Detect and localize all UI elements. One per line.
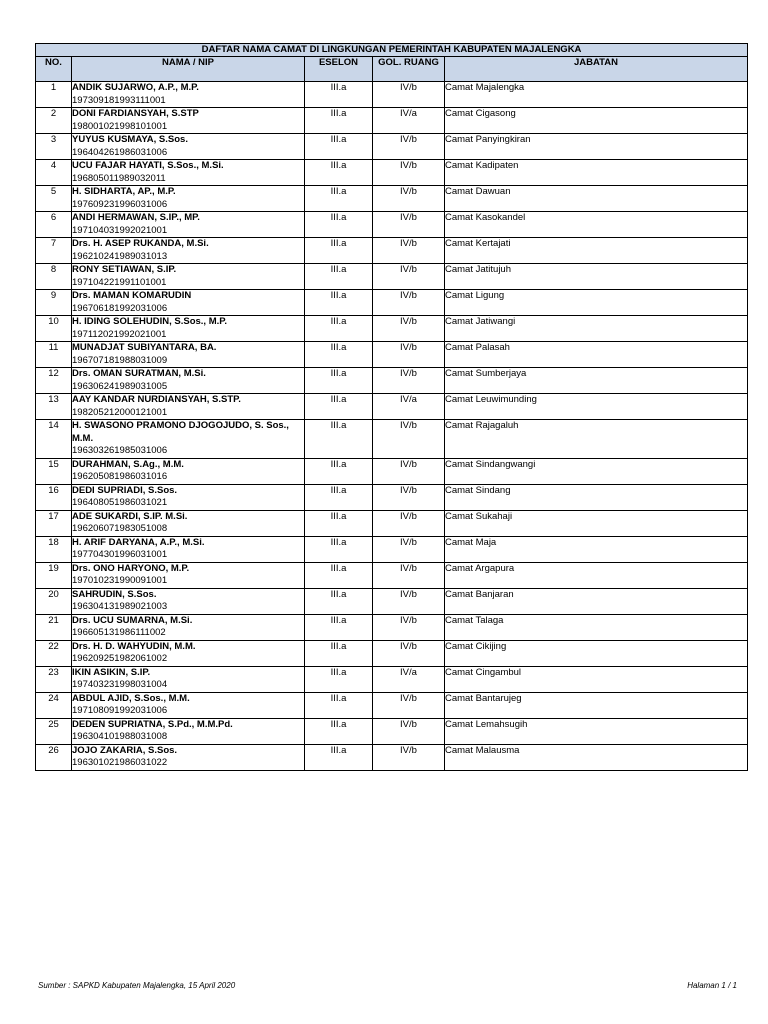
cell-nip: 196805011989032011 — [72, 172, 166, 184]
cell-eselon: III.a — [305, 238, 373, 264]
cell-nama: Drs. ONO HARYONO, M.P. — [72, 562, 190, 574]
cell-nama: H. SIDHARTA, AP., M.P. — [72, 186, 176, 197]
cell-no: 21 — [36, 614, 72, 640]
cell-no: 1 — [36, 82, 72, 108]
cell-jabatan: Camat Panyingkiran — [445, 134, 748, 160]
cell-nama-nip — [72, 692, 305, 718]
cell-gol: IV/b — [373, 212, 445, 238]
cell-nip: 196707181988031009 — [72, 354, 168, 366]
table-row — [36, 212, 748, 238]
cell-nip: 196205081986031016 — [72, 471, 168, 482]
table-row — [36, 640, 748, 666]
header-eselon: ESELON — [305, 57, 373, 82]
cell-jabatan: Camat Dawuan — [445, 186, 748, 212]
cell-eselon: III.a — [305, 614, 373, 640]
cell-gol: IV/b — [373, 238, 445, 264]
cell-gol: IV/b — [373, 614, 445, 640]
cell-jabatan: Camat Jatiwangi — [445, 316, 748, 342]
cell-no: 10 — [36, 316, 72, 342]
cell-gol: IV/b — [373, 692, 445, 718]
cell-nip: 197704301996031001 — [72, 549, 168, 560]
cell-jabatan: Camat Banjaran — [445, 588, 748, 614]
cell-nama-nip — [72, 160, 305, 186]
cell-jabatan: Camat Kasokandel — [445, 212, 748, 238]
cell-eselon: III.a — [305, 160, 373, 186]
cell-nama-nip — [72, 718, 305, 744]
cell-nama-nip — [72, 316, 305, 342]
cell-nama: DONI FARDIANSYAH, S.STP — [72, 108, 199, 119]
cell-nip: 196408051986031021 — [72, 497, 168, 508]
cell-nip: 196303261985031006 — [72, 445, 168, 456]
cell-nama-nip — [72, 108, 305, 134]
cell-nama-nip — [72, 212, 305, 238]
cell-nama: ABDUL AJID, S.Sos., M.M. — [72, 692, 190, 704]
cell-gol: IV/b — [373, 134, 445, 160]
table-row — [36, 394, 748, 420]
cell-jabatan: Camat Kadipaten — [445, 160, 748, 186]
cell-jabatan: Camat Talaga — [445, 614, 748, 640]
cell-nip: 196404261986031006 — [72, 146, 168, 158]
table-row — [36, 484, 748, 510]
table-row — [36, 368, 748, 394]
cell-jabatan: Camat Jatitujuh — [445, 264, 748, 290]
cell-gol: IV/b — [373, 458, 445, 484]
cell-nip: 196210241989031013 — [72, 250, 168, 262]
cell-no: 25 — [36, 718, 72, 744]
cell-eselon: III.a — [305, 718, 373, 744]
cell-gol: IV/a — [373, 394, 445, 420]
table-row — [36, 420, 748, 459]
cell-gol: IV/b — [373, 718, 445, 744]
header-jabatan: JABATAN — [445, 57, 748, 82]
cell-nip: 196301021986031022 — [72, 757, 168, 768]
table-row — [36, 458, 748, 484]
cell-gol: IV/b — [373, 368, 445, 394]
cell-nip: 197104031992021001 — [72, 224, 168, 236]
cell-nip: 197108091992031006 — [72, 705, 168, 716]
table-row — [36, 290, 748, 316]
camat-table — [35, 43, 748, 771]
table-row — [36, 744, 748, 770]
cell-eselon: III.a — [305, 368, 373, 394]
cell-jabatan: Camat Maja — [445, 536, 748, 562]
table-row — [36, 316, 748, 342]
cell-nama-nip — [72, 368, 305, 394]
cell-no: 20 — [36, 588, 72, 614]
cell-no: 17 — [36, 510, 72, 536]
cell-nama-nip — [72, 394, 305, 420]
cell-no: 8 — [36, 264, 72, 290]
cell-nama: DEDI SUPRIADI, S.Sos. — [72, 484, 178, 496]
cell-no: 24 — [36, 692, 72, 718]
cell-no: 6 — [36, 212, 72, 238]
cell-eselon: III.a — [305, 562, 373, 588]
cell-nip: 196304131989021003 — [72, 601, 168, 612]
cell-jabatan: Camat Cigasong — [445, 108, 748, 134]
cell-nama-nip — [72, 264, 305, 290]
cell-no: 4 — [36, 160, 72, 186]
table-row — [36, 108, 748, 134]
footer-source: Sumber : SAPKD Kabupaten Majalengka, 15 April 2020 — [38, 981, 236, 990]
cell-gol: IV/b — [373, 588, 445, 614]
table-row — [36, 536, 748, 562]
table-row — [36, 614, 748, 640]
cell-eselon: III.a — [305, 394, 373, 420]
cell-nama-nip — [72, 82, 305, 108]
table-row — [36, 510, 748, 536]
cell-no: 5 — [36, 186, 72, 212]
cell-eselon: III.a — [305, 588, 373, 614]
cell-jabatan: Camat Argapura — [445, 562, 748, 588]
cell-nama-nip — [72, 536, 305, 562]
cell-nama: UCU FAJAR HAYATI, S.Sos., M.Si. — [72, 160, 224, 171]
cell-gol: IV/b — [373, 316, 445, 342]
cell-gol: IV/b — [373, 160, 445, 186]
cell-nama: Drs. H. D. WAHYUDIN, M.M. — [72, 640, 196, 652]
cell-nip: 198001021998101001 — [72, 120, 168, 132]
cell-gol: IV/b — [373, 484, 445, 510]
cell-jabatan: Camat Lemahsugih — [445, 718, 748, 744]
cell-nama: ANDIK SUJARWO, A.P., M.P. — [72, 82, 199, 93]
cell-no: 12 — [36, 368, 72, 394]
cell-nama: H. IDING SOLEHUDIN, S.Sos., M.P. — [72, 316, 228, 327]
cell-nama: DEDEN SUPRIATNA, S.Pd., M.M.Pd. — [72, 718, 233, 730]
cell-eselon: III.a — [305, 108, 373, 134]
cell-jabatan: Camat Rajagaluh — [445, 420, 748, 459]
table-row — [36, 264, 748, 290]
cell-no: 22 — [36, 640, 72, 666]
cell-nama: ADE SUKARDI, S.IP. M.Si. — [72, 510, 188, 522]
cell-nip: 197010231990091001 — [72, 575, 168, 586]
cell-jabatan: Camat Bantarujeg — [445, 692, 748, 718]
header-nama: NAMA / NIP — [72, 57, 305, 82]
cell-eselon: III.a — [305, 484, 373, 510]
cell-nama: Drs. MAMAN KOMARUDIN — [72, 290, 192, 301]
table-row — [36, 718, 748, 744]
table-row — [36, 186, 748, 212]
cell-nip: 196706181992031006 — [72, 302, 168, 314]
cell-nip: 197609231996031006 — [72, 198, 168, 210]
footer-page-number: Halaman 1 / 1 — [687, 981, 737, 990]
cell-no: 15 — [36, 458, 72, 484]
cell-eselon: III.a — [305, 186, 373, 212]
cell-eselon: III.a — [305, 264, 373, 290]
cell-nama: H. ARIF DARYANA, A.P., M.Si. — [72, 536, 205, 548]
cell-jabatan: Camat Sumberjaya — [445, 368, 748, 394]
cell-nama-nip — [72, 420, 305, 459]
cell-jabatan: Camat Palasah — [445, 342, 748, 368]
cell-nama: Drs. OMAN SURATMAN, M.Si. — [72, 368, 206, 379]
cell-jabatan: Camat Ligung — [445, 290, 748, 316]
cell-gol: IV/b — [373, 640, 445, 666]
table-row — [36, 134, 748, 160]
cell-nama-nip — [72, 484, 305, 510]
cell-jabatan: Camat Kertajati — [445, 238, 748, 264]
cell-gol: IV/a — [373, 666, 445, 692]
cell-gol: IV/b — [373, 82, 445, 108]
cell-nama-nip — [72, 562, 305, 588]
cell-no: 2 — [36, 108, 72, 134]
cell-jabatan: Camat Cingambul — [445, 666, 748, 692]
cell-nama-nip — [72, 238, 305, 264]
cell-nama: Drs. UCU SUMARNA, M.Si. — [72, 614, 193, 626]
cell-nip: 197309181993111001 — [72, 94, 166, 106]
cell-nama-nip — [72, 186, 305, 212]
cell-nama: ANDI HERMAWAN, S.IP., MP. — [72, 212, 200, 223]
cell-nip: 197104221991101001 — [72, 276, 167, 288]
cell-nip: 197112021992021001 — [72, 328, 167, 340]
cell-jabatan: Camat Majalengka — [445, 82, 748, 108]
table-row — [36, 562, 748, 588]
cell-gol: IV/b — [373, 562, 445, 588]
cell-jabatan: Camat Sukahaji — [445, 510, 748, 536]
table-title: DAFTAR NAMA CAMAT DI LINGKUNGAN PEMERINTAH KABUPATEN MAJALENGKA — [36, 44, 748, 57]
cell-no: 7 — [36, 238, 72, 264]
table-row — [36, 160, 748, 186]
cell-no: 9 — [36, 290, 72, 316]
cell-nama-nip — [72, 666, 305, 692]
cell-no: 3 — [36, 134, 72, 160]
cell-gol: IV/a — [373, 108, 445, 134]
cell-eselon: III.a — [305, 692, 373, 718]
cell-nip: 196304101988031008 — [72, 731, 168, 742]
cell-no: 19 — [36, 562, 72, 588]
cell-no: 11 — [36, 342, 72, 368]
cell-nama-nip — [72, 342, 305, 368]
cell-eselon: III.a — [305, 134, 373, 160]
cell-nama: JOJO ZAKARIA, S.Sos. — [72, 744, 178, 756]
cell-nama-nip — [72, 640, 305, 666]
cell-nama: AAY KANDAR NURDIANSYAH, S.STP. — [72, 394, 241, 405]
table-row — [36, 342, 748, 368]
table-row — [36, 82, 748, 108]
cell-jabatan: Camat Leuwimunding — [445, 394, 748, 420]
cell-nama: Drs. H. ASEP RUKANDA, M.Si. — [72, 238, 209, 249]
cell-gol: IV/b — [373, 290, 445, 316]
cell-gol: IV/b — [373, 744, 445, 770]
cell-nama-nip — [72, 614, 305, 640]
cell-gol: IV/b — [373, 536, 445, 562]
cell-eselon: III.a — [305, 744, 373, 770]
cell-gol: IV/b — [373, 186, 445, 212]
cell-eselon: III.a — [305, 420, 373, 459]
cell-nama: IKIN ASIKIN, S.IP. — [72, 666, 151, 678]
table-title-row — [36, 44, 748, 57]
table-row — [36, 666, 748, 692]
cell-nip: 198205212000121001 — [72, 406, 168, 418]
cell-nama: RONY SETIAWAN, S.IP. — [72, 264, 177, 275]
table-body — [36, 82, 748, 771]
cell-eselon: III.a — [305, 666, 373, 692]
cell-eselon: III.a — [305, 510, 373, 536]
cell-jabatan: Camat Sindangwangi — [445, 458, 748, 484]
cell-no: 16 — [36, 484, 72, 510]
cell-nama: DURAHMAN, S.Ag., M.M. — [72, 458, 184, 470]
table-row — [36, 692, 748, 718]
cell-no: 13 — [36, 394, 72, 420]
cell-eselon: III.a — [305, 82, 373, 108]
cell-nip: 196605131986111002 — [72, 627, 166, 638]
cell-nama-nip — [72, 290, 305, 316]
header-gol: GOL. RUANG — [373, 57, 445, 82]
cell-eselon: III.a — [305, 342, 373, 368]
cell-eselon: III.a — [305, 212, 373, 238]
cell-eselon: III.a — [305, 536, 373, 562]
cell-nama: H. SWASONO PRAMONO DJOGOJUDO, S. Sos., M.M. — [72, 420, 289, 444]
cell-nama-nip — [72, 134, 305, 160]
cell-no: 14 — [36, 420, 72, 459]
cell-eselon: III.a — [305, 290, 373, 316]
cell-gol: IV/b — [373, 264, 445, 290]
cell-nip: 197403231998031004 — [72, 679, 168, 690]
cell-gol: IV/b — [373, 342, 445, 368]
cell-nip: 196209251982061002 — [72, 653, 168, 664]
cell-no: 26 — [36, 744, 72, 770]
cell-nip: 196306241989031005 — [72, 380, 168, 392]
cell-nama: MUNADJAT SUBIYANTARA, BA. — [72, 342, 217, 353]
cell-gol: IV/b — [373, 510, 445, 536]
cell-jabatan: Camat Malausma — [445, 744, 748, 770]
cell-gol: IV/b — [373, 420, 445, 459]
cell-eselon: III.a — [305, 458, 373, 484]
table-row — [36, 588, 748, 614]
cell-jabatan: Camat Cikijing — [445, 640, 748, 666]
cell-nama: YUYUS KUSMAYA, S.Sos. — [72, 134, 188, 145]
cell-nama-nip — [72, 744, 305, 770]
cell-jabatan: Camat Sindang — [445, 484, 748, 510]
cell-nip: 196206071983051008 — [72, 523, 168, 534]
cell-no: 18 — [36, 536, 72, 562]
table-row — [36, 238, 748, 264]
table-header-row — [36, 57, 748, 82]
cell-eselon: III.a — [305, 640, 373, 666]
cell-nama-nip — [72, 588, 305, 614]
cell-eselon: III.a — [305, 316, 373, 342]
cell-nama-nip — [72, 458, 305, 484]
cell-no: 23 — [36, 666, 72, 692]
header-no: NO. — [36, 57, 72, 82]
cell-nama-nip — [72, 510, 305, 536]
cell-nama: SAHRUDIN, S.Sos. — [72, 588, 157, 600]
